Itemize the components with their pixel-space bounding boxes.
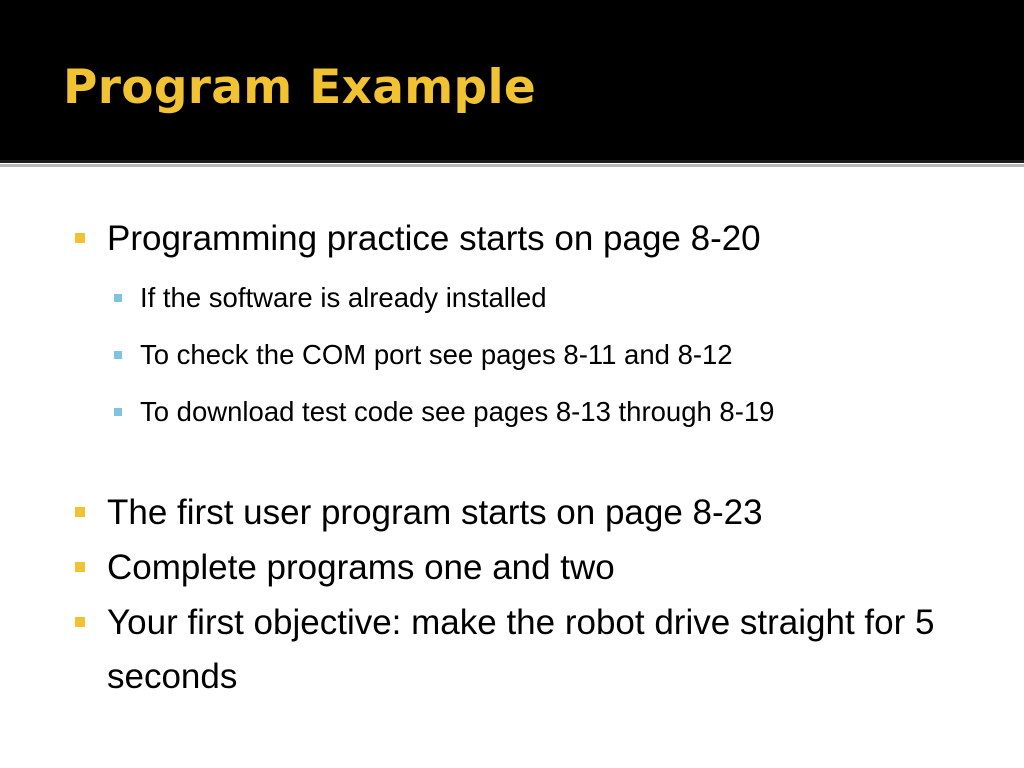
square-bullet-icon [75, 507, 85, 517]
square-bullet-icon [75, 562, 85, 572]
square-bullet-icon [75, 233, 85, 243]
bullet-text: Complete programs one and two [107, 548, 615, 587]
slide-title: Program Example [63, 60, 537, 115]
bullet-text: Your first objective: make the robot drive straight for 5 seconds [107, 603, 935, 696]
bullet-text: To check the COM port see pages 8-11 and 8-12 [140, 339, 733, 370]
bullet-text: To download test code see pages 8-13 through 8-19 [140, 396, 775, 427]
bullet-text: If the software is already installed [140, 282, 547, 313]
bullet-text: The first user program starts on page 8-23 [107, 493, 763, 532]
square-bullet-icon [114, 408, 122, 416]
square-bullet-icon [114, 351, 122, 359]
bullet-text: Programming practice starts on page 8-20 [107, 219, 761, 258]
square-bullet-icon [75, 617, 85, 627]
square-bullet-icon [114, 294, 122, 302]
